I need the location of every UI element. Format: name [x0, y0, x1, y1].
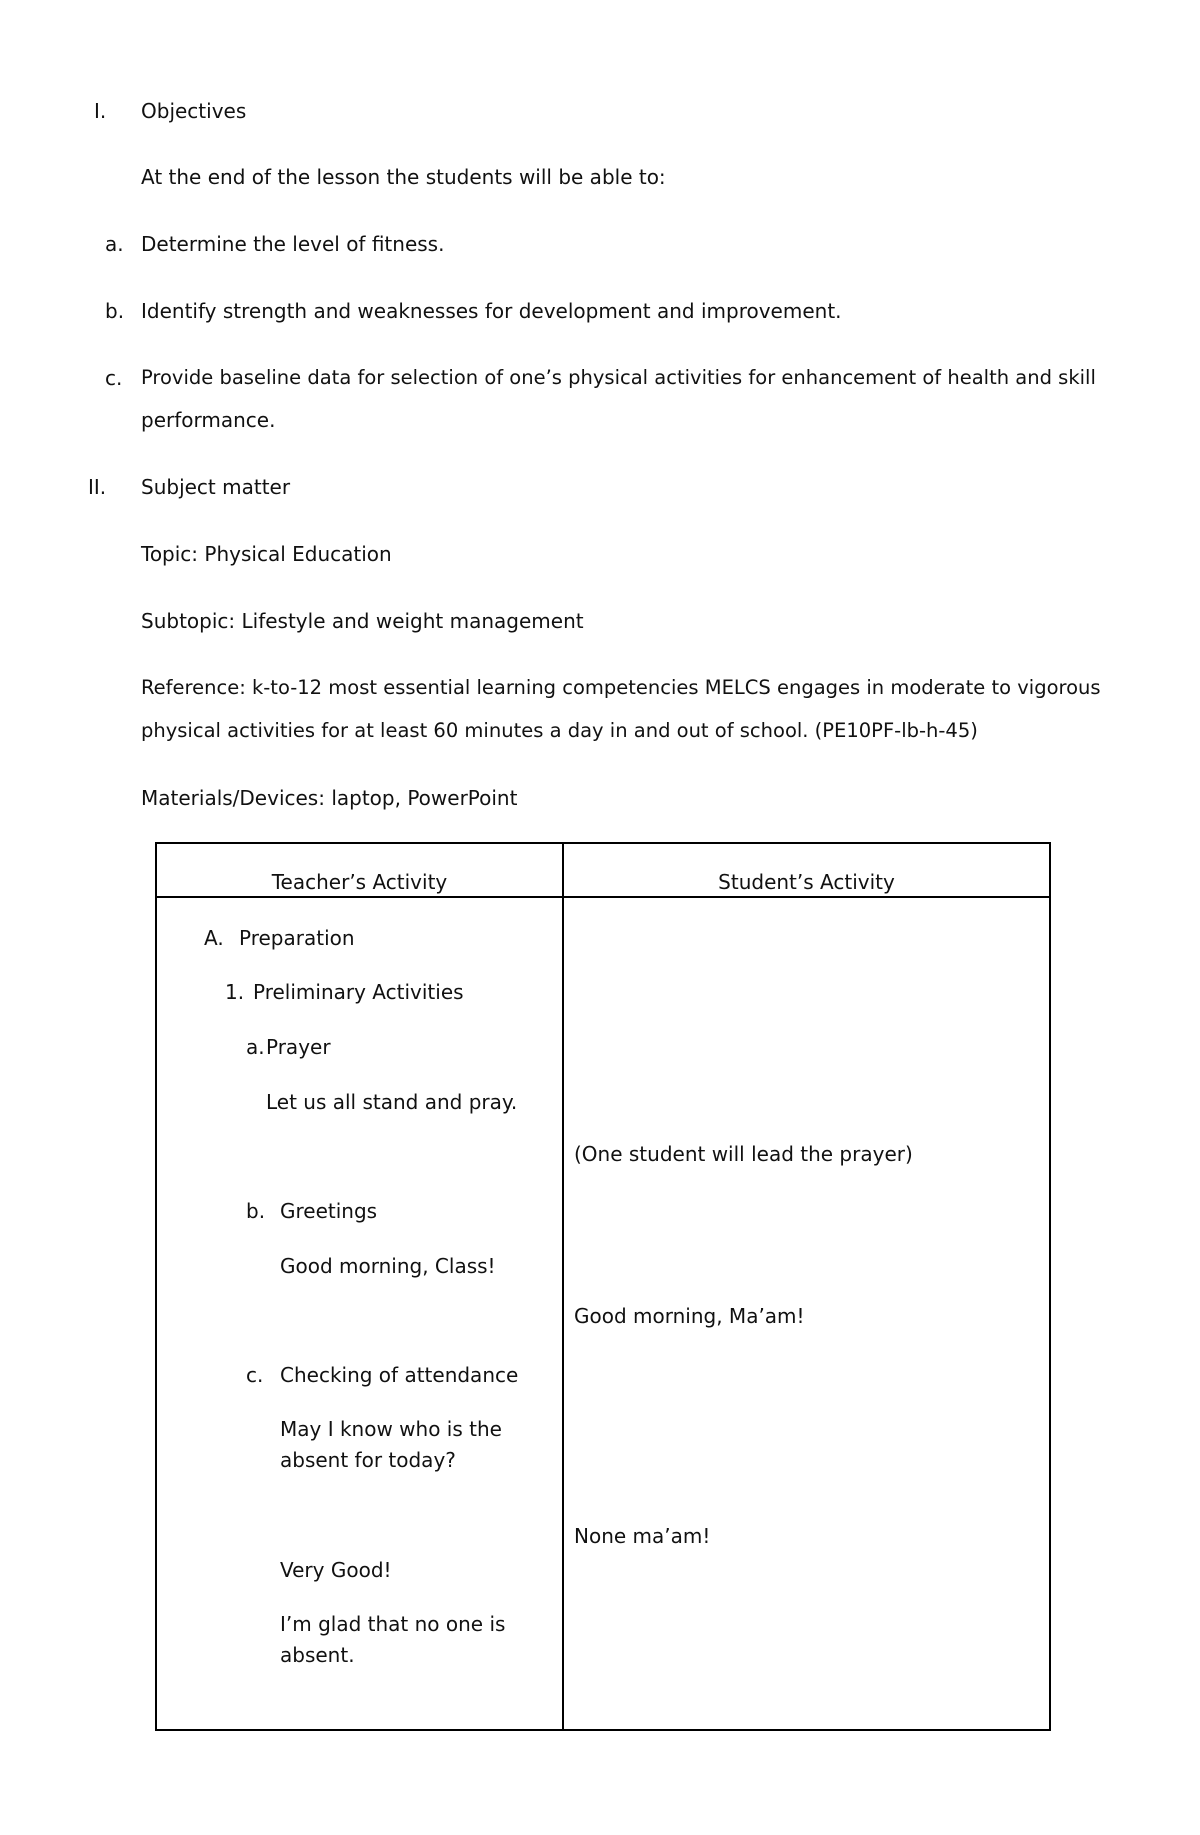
section-heading: Subject matter: [141, 475, 291, 499]
reference-line-continued: physical activities for at least 60 minutes a day in and out of school. (PE10PF-lb-h-45): [141, 719, 978, 742]
materials-line: Materials/Devices: laptop, PowerPoint: [141, 786, 518, 810]
table-header-divider: [157, 896, 1049, 898]
greet-text: Good morning, Class!: [280, 1254, 496, 1278]
student-attend-reply: None ma’am!: [574, 1524, 711, 1548]
student-prayer-reply: (One student will lead the prayer): [574, 1142, 913, 1166]
part-marker: A.: [204, 926, 224, 950]
attend-question-continued: absent for today?: [280, 1448, 456, 1472]
list-marker: c.: [105, 366, 123, 390]
step-title: Preliminary Activities: [253, 980, 464, 1004]
list-marker: b.: [105, 299, 125, 323]
objective-item: Provide baseline data for selection of one’s physical activities for enhancement of health and skill: [141, 366, 1096, 389]
teacher-activity-header: Teacher’s Activity: [271, 870, 448, 894]
step-marker: 1.: [225, 980, 245, 1004]
section-numeral: II.: [88, 475, 107, 499]
greet-title: Greetings: [280, 1199, 378, 1223]
table-column-divider: [562, 844, 564, 1729]
glad-text-continued: absent.: [280, 1643, 355, 1667]
glad-text: I’m glad that no one is: [280, 1612, 506, 1636]
attend-title: Checking of attendance: [280, 1363, 519, 1387]
part-title: Preparation: [239, 926, 355, 950]
objective-item: Identify strength and weaknesses for development and improvement.: [141, 299, 842, 323]
attend-question: May I know who is the: [280, 1417, 502, 1441]
section-numeral: I.: [94, 99, 107, 123]
subtopic-line: Subtopic: Lifestyle and weight management: [141, 609, 584, 633]
student-greet-reply: Good morning, Ma’am!: [574, 1304, 805, 1328]
prayer-text: Let us all stand and pray.: [266, 1090, 518, 1114]
topic-line: Topic: Physical Education: [141, 542, 392, 566]
objectives-intro: At the end of the lesson the students will be able to:: [141, 165, 666, 189]
section-heading: Objectives: [141, 99, 247, 123]
greet-marker: b.: [246, 1199, 266, 1223]
prayer-marker: a.: [246, 1035, 265, 1059]
lesson-activity-table: [155, 842, 1051, 1731]
objective-item: Determine the level of fitness.: [141, 232, 445, 256]
list-marker: a.: [105, 232, 124, 256]
prayer-title: Prayer: [266, 1035, 331, 1059]
objective-item-continued: performance.: [141, 408, 276, 432]
praise-text: Very Good!: [280, 1558, 392, 1582]
student-activity-header: Student’s Activity: [718, 870, 895, 894]
reference-line: Reference: k-to-12 most essential learning competencies MELCS engages in moderate to vigorous: [141, 676, 1101, 699]
attend-marker: c.: [246, 1363, 264, 1387]
